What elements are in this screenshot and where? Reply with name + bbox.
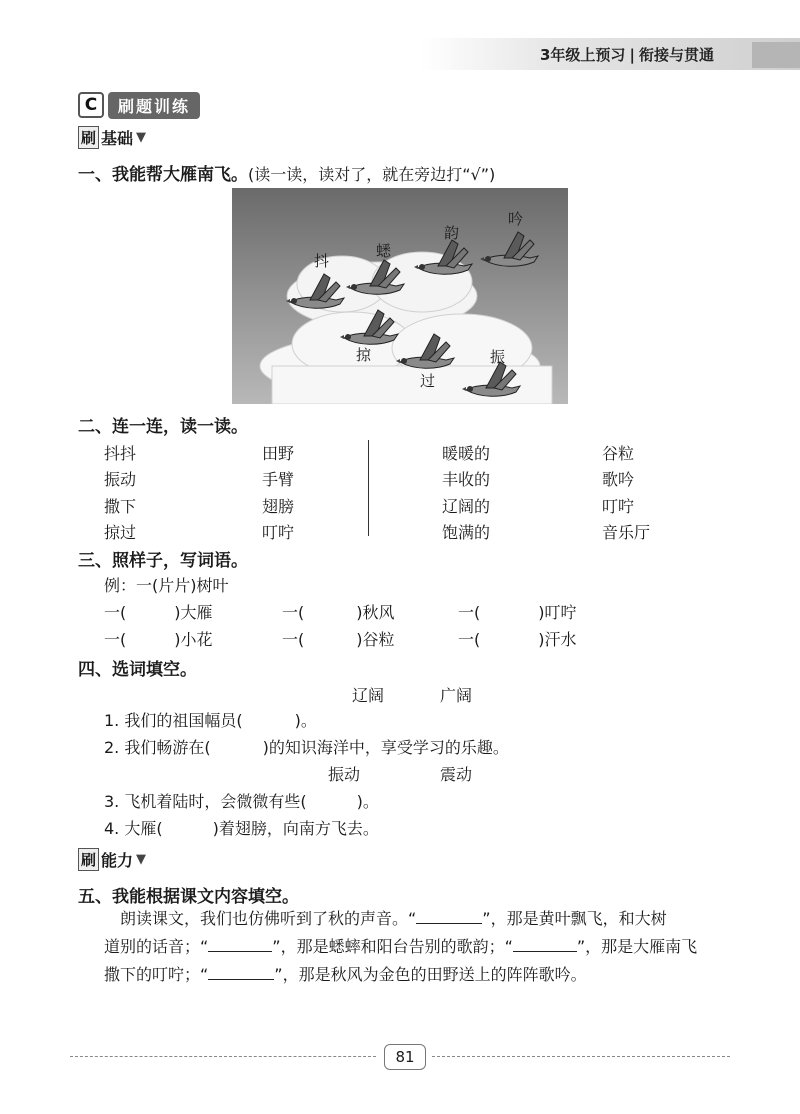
q2-right-col2-item: 音乐厅: [602, 523, 651, 542]
q5-title: 五、我能根据课文内容填空。: [78, 887, 299, 907]
q5-text: 道别的话音；“: [104, 937, 209, 956]
q3-open-paren: 一(: [458, 630, 481, 649]
section-title: 刷题训练: [108, 92, 200, 119]
q3-row1-item-3: [458, 600, 577, 623]
goose-word-2: 蟋: [376, 242, 392, 260]
q3-word: )小花: [174, 630, 213, 649]
q2-left-col2-item: 翅膀: [262, 497, 295, 516]
q2-right-col1-item: 暖暖的: [442, 444, 491, 463]
q5-text: ”，那是大雁南飞: [576, 937, 698, 956]
q3-row2-item-3: [458, 627, 577, 650]
header-title: [540, 44, 714, 65]
goose-word-7: 振: [490, 348, 506, 366]
q3-row1-item-2: [282, 600, 395, 623]
footer-divider-right: [432, 1056, 730, 1057]
q4-choice: 震动: [440, 765, 473, 784]
goose-word-6: 过: [420, 372, 436, 390]
q3-open-paren: 一(: [282, 630, 305, 649]
q2-right-col1-item: 饱满的: [442, 523, 491, 542]
goose-word-3: 韵: [444, 224, 460, 242]
q2-title: 二、连一连，读一读。: [78, 417, 248, 437]
q3-row1-item-1: [104, 600, 213, 623]
q3-word: )大雁: [174, 603, 213, 622]
q3-row2-item-1: [104, 627, 213, 650]
header-bar: [752, 42, 800, 68]
q2-right-col1-item: 丰收的: [442, 470, 491, 489]
q3-word: )叮咛: [538, 603, 577, 622]
q5-text: ”，那是秋风为金色的田野送上的阵阵歌吟。: [274, 965, 587, 984]
q3-title: 三、照样子，写词语。: [78, 551, 248, 571]
q4-sentence-3: [104, 789, 379, 812]
level-basic-label: 基础: [101, 129, 134, 148]
level-ability: [78, 848, 146, 871]
header-series: 衔接与贯通: [638, 46, 714, 64]
q2-left-col1-item: 抖抖: [104, 444, 137, 463]
q4-choice: 广阔: [440, 686, 473, 705]
q4-text: )的知识海洋中，享受学习的乐趣。: [262, 738, 509, 757]
q5-blank[interactable]: [416, 907, 482, 924]
triangle-down-icon: ▼: [136, 852, 147, 867]
q5-line-2: [104, 932, 697, 962]
q3-open-paren: 一(: [458, 603, 481, 622]
q2-left-col1-item: 撒下: [104, 497, 137, 516]
q1-note: (读一读，读对了，就在旁边打“√”): [248, 165, 496, 184]
q5-line-3: [104, 960, 587, 990]
goose-word-4: 吟: [508, 210, 524, 228]
q2-right-col2-item: 叮咛: [602, 497, 635, 516]
header-separator: |: [629, 46, 635, 64]
q2-right-col2-item: 谷粒: [602, 444, 635, 463]
q5-text: ”，那是黄叶飘飞，和大树: [482, 909, 667, 928]
level-basic: [78, 126, 146, 149]
triangle-down-icon: ▼: [136, 130, 147, 145]
section-tag: [78, 92, 200, 118]
q2-divider: [368, 440, 369, 536]
section-letter: C: [78, 92, 104, 118]
q5-text: 朗读课文，我们也仿佛听到了秋的声音。“: [120, 909, 417, 928]
page-number: 81: [384, 1044, 426, 1070]
geese-illustration: [232, 188, 568, 404]
q4-sentence-1: [104, 708, 317, 731]
header-grade: 3年级上预习: [540, 46, 626, 64]
q2-left-col2-item: 叮咛: [262, 523, 295, 542]
q4-text: 4. 大雁(: [104, 819, 163, 838]
q2-left-col1-item: 振动: [104, 470, 137, 489]
goose-word-1: 抖: [314, 252, 330, 270]
level-ability-box: 刷: [78, 848, 99, 871]
q4-text: )着翅膀，向南方飞去。: [212, 819, 379, 838]
q4-text: )。: [356, 792, 379, 811]
q2-left-col2-item: 手臂: [262, 470, 295, 489]
q3-word: )谷粒: [356, 630, 395, 649]
q4-sentence-2: [104, 735, 509, 758]
q5-blank[interactable]: [208, 935, 272, 952]
q4-text: 3. 飞机着陆时，会微微有些(: [104, 792, 307, 811]
q1-title-text: 一、我能帮大雁南飞。: [78, 165, 248, 185]
level-ability-label: 能力: [101, 851, 134, 870]
q2-right-col2-item: 歌吟: [602, 470, 635, 489]
q3-example: 例：一(片片)树叶: [104, 576, 229, 595]
q5-line-1: [120, 904, 667, 934]
q4-choice: 振动: [328, 765, 361, 784]
q3-open-paren: 一(: [104, 630, 127, 649]
q4-text: )。: [294, 711, 317, 730]
q3-word: )秋风: [356, 603, 395, 622]
q4-choice: 辽阔: [352, 686, 385, 705]
q4-sentence-4: [104, 816, 379, 839]
q1-title: [78, 160, 495, 185]
q4-text: 2. 我们畅游在(: [104, 738, 211, 757]
q2-left-col2-item: 田野: [262, 444, 295, 463]
q5-text: ”，那是蟋蟀和阳台告别的歌韵；“: [272, 937, 513, 956]
level-basic-box: 刷: [78, 126, 99, 149]
footer-divider-left: [70, 1056, 376, 1057]
goose-word-5: 掠: [356, 346, 372, 364]
q3-word: )汗水: [538, 630, 577, 649]
q3-open-paren: 一(: [104, 603, 127, 622]
q4-title: 四、选词填空。: [78, 660, 197, 680]
q4-text: 1. 我们的祖国幅员(: [104, 711, 243, 730]
q5-blank[interactable]: [208, 963, 274, 980]
q5-text: 撒下的叮咛；“: [104, 965, 209, 984]
q5-blank[interactable]: [513, 935, 577, 952]
q3-open-paren: 一(: [282, 603, 305, 622]
q3-row2-item-2: [282, 627, 395, 650]
q2-right-col1-item: 辽阔的: [442, 497, 491, 516]
q2-left-col1-item: 掠过: [104, 523, 137, 542]
